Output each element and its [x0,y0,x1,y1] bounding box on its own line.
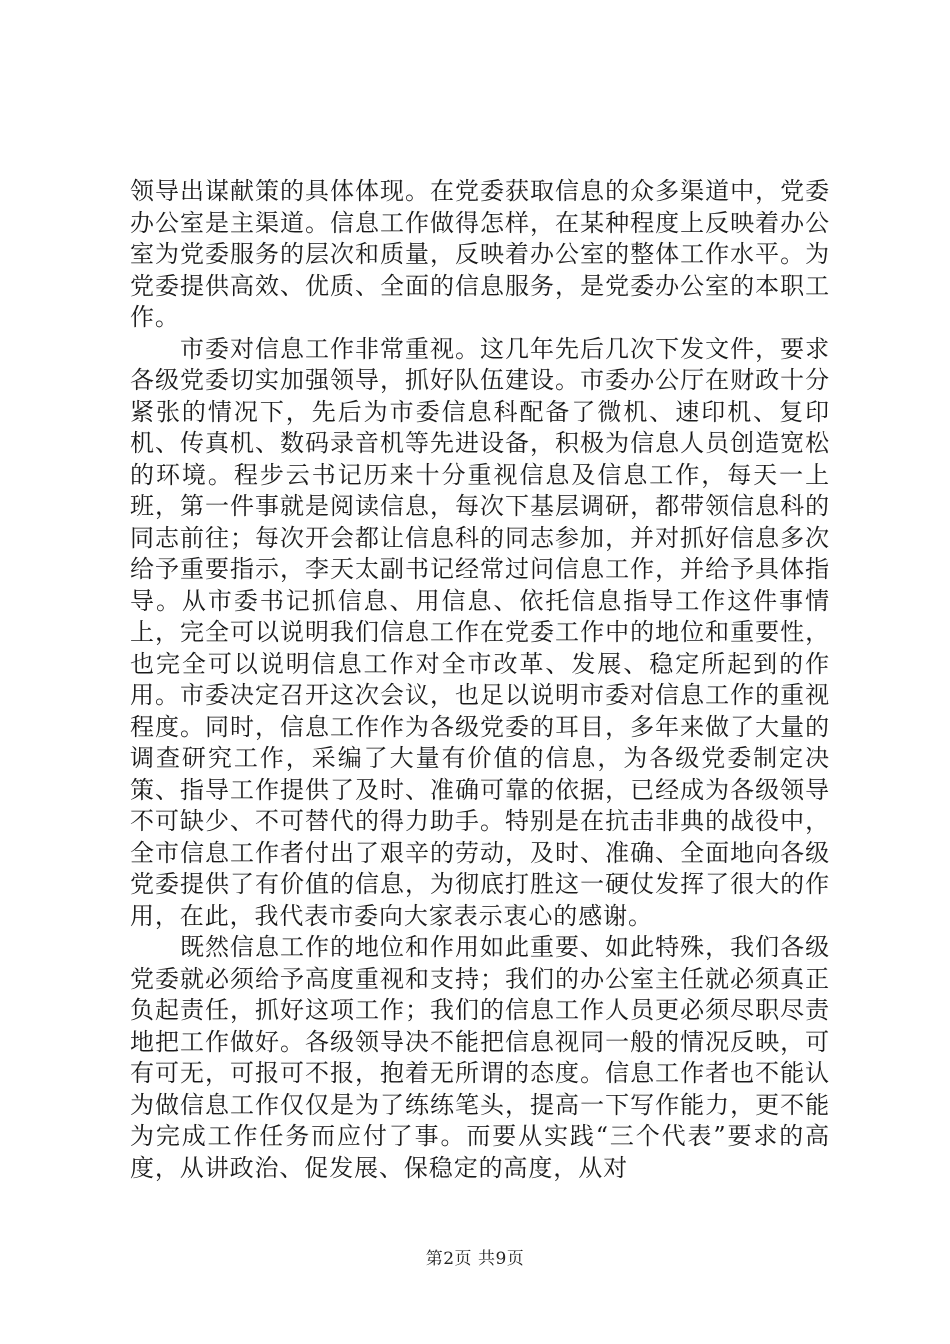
paragraph-2: 市委对信息工作非常重视。这几年先后几次下发文件，要求各级党委切实加强领导，抓好队伍建设。市委办公厅在财政十分紧张的情况下，先后为市委信息科配备了微机、速印机、复印机、传真机、数码录音机等先进设备，积极为信息人员创造宽松的环境。程步云书记历来十分重视信息及信息工作，每天一上班，第一件事就是阅读信息，每次下基层调研，都带领信息科的同志前往；每次开会都让信息科的同志参加，并对抓好信息多次给予重要指示，李天太副书记经常过问信息工作，并给予具体指导。从市委书记抓信息、用信息、依托信息指导工作这件事情上，完全可以说明我们信息工作在党委工作中的地位和重要性，也完全可以说明信息工作对全市改革、发展、稳定所起到的作用。市委决定召开这次会议，也足以说明市委对信息工作的重视程度。同时，信息工作作为各级党委的耳目，多年来做了大量的调查研究工作，采编了大量有价值的信息，为各级党委制定决策、指导工作提供了及时、准确可靠的依据，已经成为各级领导不可缺少、不可替代的得力助手。特别是在抗击非典的战役中，全市信息工作者付出了艰辛的劳动，及时、准确、全面地向各级党委提供了有价值的信息，为彻底打胜这一硬仗发挥了很大的作用，在此，我代表市委向大家表示衷心的感谢。 [130,334,830,930]
paragraph-3: 既然信息工作的地位和作用如此重要、如此特殊，我们各级党委就必须给予高度重视和支持；我们的办公室主任就必须真正负起责任，抓好这项工作；我们的信息工作人员更必须尽职尽责地把工作做好。各级领导决不能把信息视同一般的情况反映，可有可无，可报可不报，抱着无所谓的态度。信息工作者也不能认为做信息工作仅仅是为了练练笔头，提高一下写作能力，更不能为完成工作任务而应付了事。而要从实践“三个代表”要求的高度，从讲政治、促发展、保稳定的高度，从对 [130,933,830,1182]
page-number-footer: 第2页 共9页 [425,1249,525,1269]
document-body [130,176,830,1184]
paragraph-1: 领导出谋献策的具体体现。在党委获取信息的众多渠道中，党委办公室是主渠道。信息工作做得怎样，在某种程度上反映着办公室为党委服务的层次和质量，反映着办公室的整体工作水平。为党委提供高效、优质、全面的信息服务，是党委办公室的本职工作。 [130,177,830,331]
